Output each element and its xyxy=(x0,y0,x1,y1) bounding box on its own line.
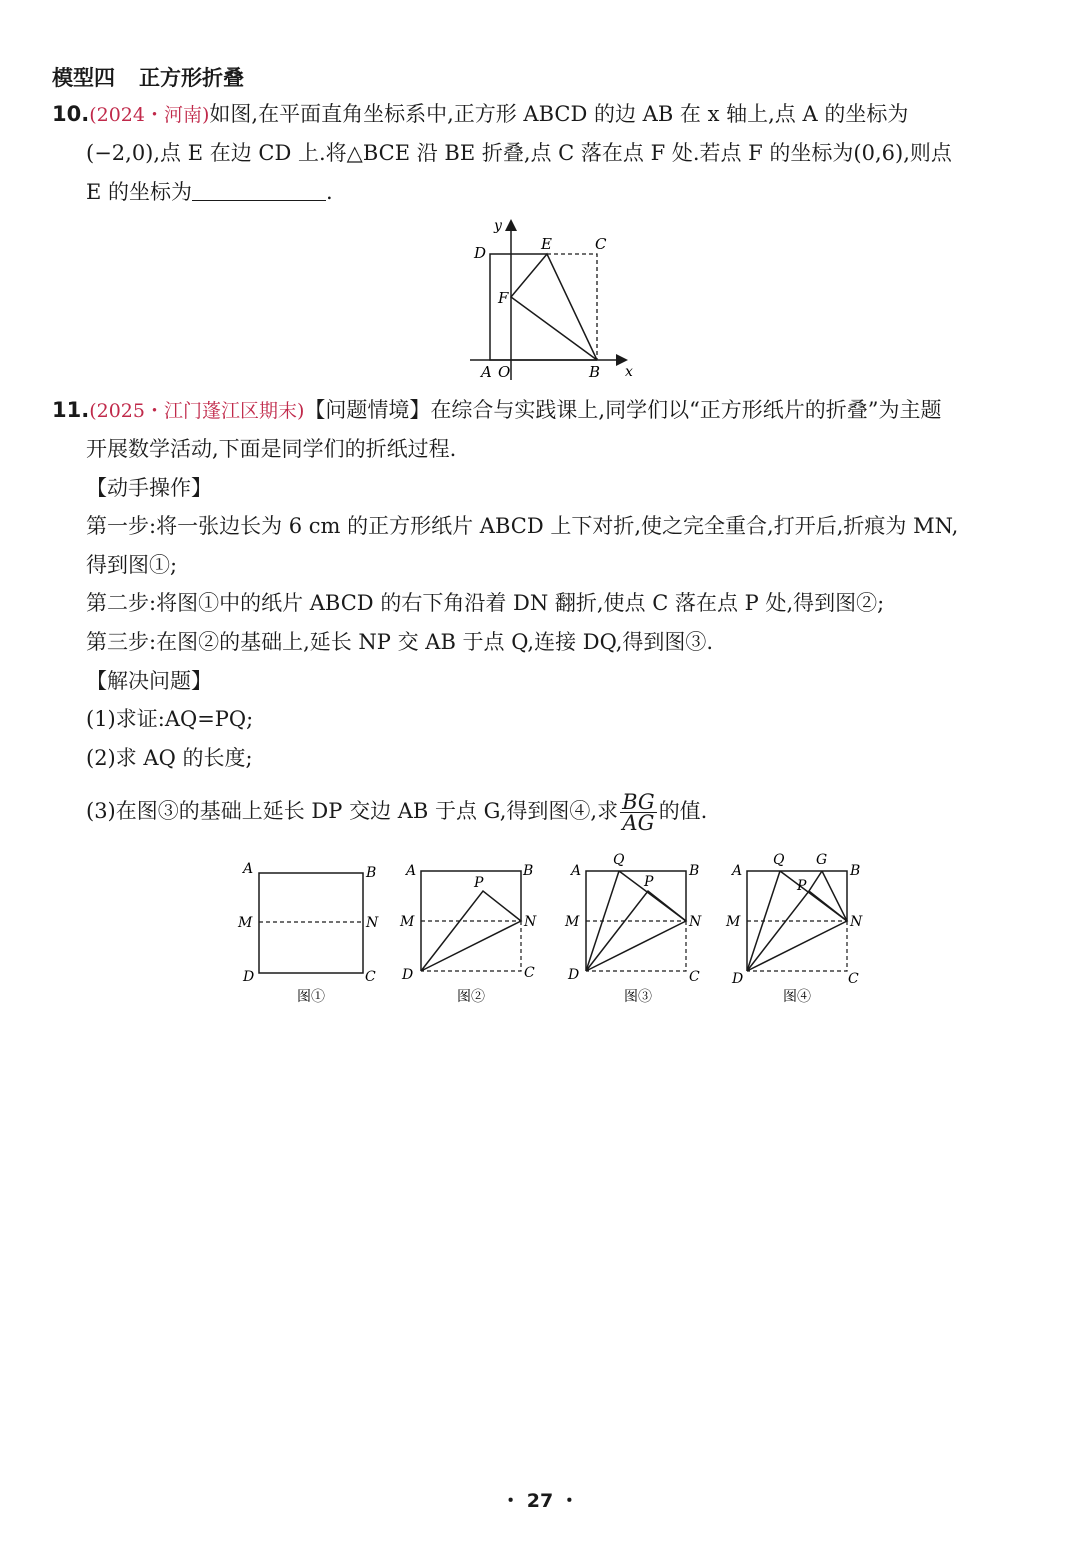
label-C: C xyxy=(595,235,607,253)
fig4-label-Q: Q xyxy=(773,852,785,868)
fig2-label-P: P xyxy=(474,875,484,891)
section-heading: 正方形折叠 xyxy=(139,66,244,90)
figure-2 xyxy=(397,855,547,1015)
fig2-label-A: A xyxy=(406,863,417,879)
label-D: D xyxy=(474,244,487,262)
part3 xyxy=(86,792,707,833)
fig3-label-N: N xyxy=(689,914,702,930)
q10-text3: E 的坐标为 xyxy=(86,180,193,204)
figure-1 xyxy=(235,855,385,1015)
fig3-label-C: C xyxy=(689,969,700,985)
fig4-caption: 图④ xyxy=(783,989,811,1005)
answer-blank[interactable] xyxy=(192,180,326,201)
step1-line2: 得到图①; xyxy=(86,553,178,577)
q11-intro2: 开展数学活动,下面是同学们的折纸过程. xyxy=(86,437,457,461)
fig1-label-B: B xyxy=(366,865,377,881)
fig4-folded-triangle xyxy=(747,891,847,971)
fig4-label-B: B xyxy=(850,863,861,879)
fig1-label-N: N xyxy=(366,915,379,931)
fraction-bg-ag xyxy=(620,792,657,833)
fig4-label-N: N xyxy=(850,914,863,930)
q10-number: 10. xyxy=(52,102,90,126)
part2: (2)求 AQ 的长度; xyxy=(86,746,253,770)
label-B: B xyxy=(589,363,601,381)
fig3-caption: 图③ xyxy=(624,989,652,1005)
fig1-label-D: D xyxy=(243,969,255,985)
fig3-label-A: A xyxy=(571,863,582,879)
q10-coordinate-figure xyxy=(465,212,635,384)
q10-line2: (−2,0),点 E 在边 CD 上.将△BCE 沿 BE 折叠,点 C 落在点 F 处.若点 F 的坐标为(0,6),则点 xyxy=(86,141,952,165)
q10-period: . xyxy=(326,180,333,204)
q10-source: (2024・河南) xyxy=(89,104,210,126)
square-abcd-solid xyxy=(490,254,597,360)
fig4-line-gn xyxy=(822,871,847,921)
part3-text: (3)在图③的基础上延长 DP 交边 AB 于点 G,得到图④,求 xyxy=(86,799,619,823)
q11-line1 xyxy=(52,396,942,425)
step3: 第三步:在图②的基础上,延长 NP 交 AB 于点 Q,连接 DQ,得到图③. xyxy=(86,630,714,654)
part3-suffix: 的值. xyxy=(658,799,708,823)
fig1-square xyxy=(259,873,363,973)
fig4-label-P: P xyxy=(797,878,807,894)
fig3-label-B: B xyxy=(689,863,700,879)
label-F: F xyxy=(498,289,509,307)
step2: 第二步:将图①中的纸片 ABCD 的右下角沿着 DN 翻折,使点 C 落在点 P 处,得到图②; xyxy=(86,591,885,615)
fig3-folded-triangle xyxy=(586,891,686,971)
fig1-label-C: C xyxy=(365,969,376,985)
page-number: ・ 27 ・ xyxy=(501,1490,579,1512)
fig2-label-M: M xyxy=(400,914,415,930)
fig4-label-M: M xyxy=(726,914,741,930)
fig2-caption: 图② xyxy=(457,989,485,1005)
fig3-label-Q: Q xyxy=(613,852,625,868)
figure-3 xyxy=(562,850,712,1015)
q11-source: (2025・江门蓬江区期末) xyxy=(89,400,305,422)
fig1-caption: 图① xyxy=(297,989,325,1005)
fig3-label-D: D xyxy=(568,967,580,983)
fig1-label-A: A xyxy=(243,861,254,877)
fig2-folded-triangle xyxy=(421,891,521,971)
fig4-label-A: A xyxy=(732,863,743,879)
part1: (1)求证:AQ=PQ; xyxy=(86,707,254,731)
label-y: y xyxy=(494,218,502,234)
figure-4 xyxy=(723,850,873,1015)
fig3-label-M: M xyxy=(565,914,580,930)
q11-number: 11. xyxy=(52,398,90,422)
fig2-label-D: D xyxy=(402,967,414,983)
operation-heading: 【动手操作】 xyxy=(86,476,212,500)
fig2-label-B: B xyxy=(523,863,534,879)
fig4-label-D: D xyxy=(732,971,744,987)
q10-line3 xyxy=(86,178,333,206)
fig2-label-N: N xyxy=(524,914,537,930)
fig4-line-pg xyxy=(809,871,822,891)
label-O: O xyxy=(498,363,511,381)
fig2-label-C: C xyxy=(524,965,535,981)
label-A: A xyxy=(481,363,492,381)
section-label: 模型四 xyxy=(52,66,115,90)
fig3-label-P: P xyxy=(644,874,654,890)
label-E: E xyxy=(541,235,552,253)
fig4-label-C: C xyxy=(848,971,859,987)
step1-line1: 第一步:将一张边长为 6 cm 的正方形纸片 ABCD 上下对折,使之完全重合,打开后,折痕为 MN, xyxy=(86,514,959,538)
q11-intro1: 【问题情境】在综合与实践课上,同学们以“正方形纸片的折叠”为主题 xyxy=(304,398,942,422)
folded-triangle-bfe xyxy=(511,254,597,360)
solve-heading: 【解决问题】 xyxy=(86,669,212,693)
section-title xyxy=(52,62,244,92)
fig4-line-nq xyxy=(780,871,847,921)
q10-text1: 如图,在平面直角坐标系中,正方形 ABCD 的边 AB 在 x 轴上,点 A 的坐标为 xyxy=(209,102,909,126)
q10-line1 xyxy=(52,100,908,129)
fig1-label-M: M xyxy=(238,915,253,931)
fig4-label-G: G xyxy=(816,852,828,868)
fraction-denominator: AG xyxy=(622,811,655,835)
fraction-numerator: BG xyxy=(622,790,655,814)
label-x: x xyxy=(625,364,633,380)
